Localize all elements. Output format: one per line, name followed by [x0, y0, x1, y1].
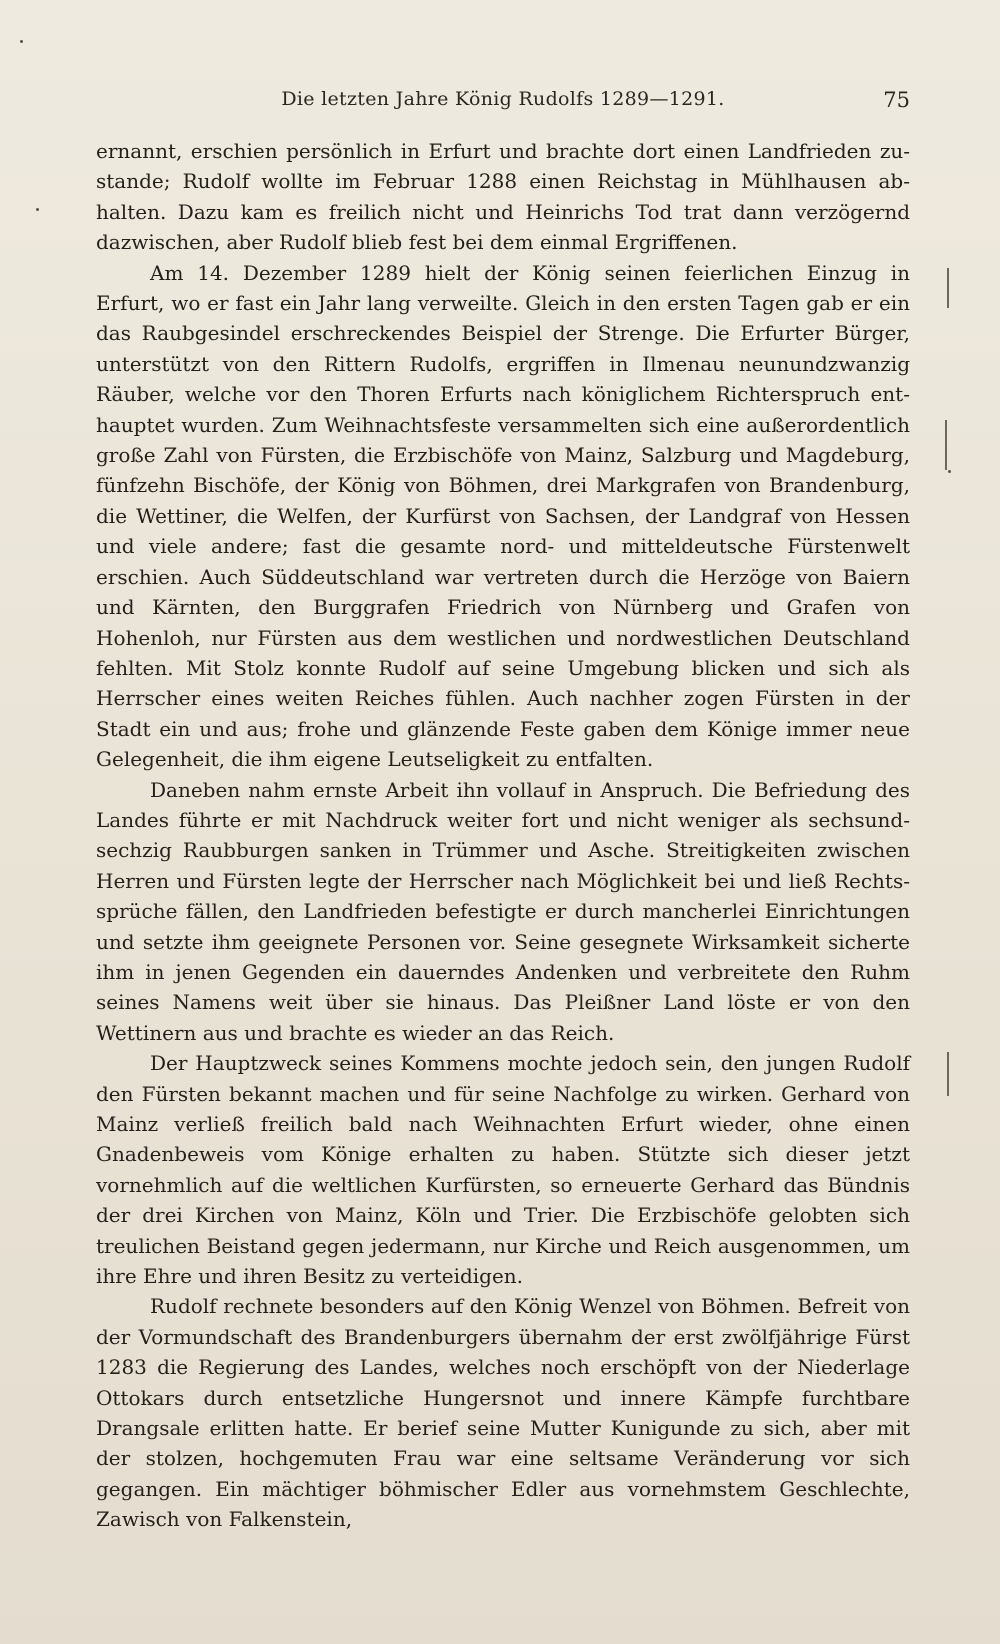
paragraph-2: Am 14. Dezember 1289 hielt der König seinen feierlichen Einzug in Erfurt, wo er fast ein Jahr lang verweilte. Gleich in den ersten Tagen gab er ein das Raubgesindel erschreckendes Beispiel der Strenge. Die Erfurter Bürger, unterstützt von den Rittern Rudolfs, ergriffen in Ilmenau neunundzwanzig Räuber, welche vor den Thoren Erfurts nach königlichem Richterspruch enthauptet wurden. Zum Weihnachtsfeste versammelten sich eine außerordentlich große Zahl von Fürsten, die Erzbischöfe von Mainz, Salzburg und Magdeburg, fünfzehn Bischöfe, der König von Böhmen, drei Markgrafen von Brandenburg, die Wettiner, die Welfen, der Kurfürst von Sachsen, der Landgraf von Hessen und viele andere; fast die gesamte nord- und mitteldeutsche Fürstenwelt erschien. Auch Süddeutschland war vertreten durch die Herzöge von Baiern und Kärnten, den Burggrafen Friedrich von Nürnberg und Grafen von Hohenloh, nur Fürsten aus dem westlichen und nordwestlichen Deutschland fehlten. Mit Stolz konnte Rudolf auf seine Umgebung blicken und sich als Herrscher eines weiten Reiches fühlen. Auch nachher zogen Fürsten in der Stadt ein und aus; frohe und glänzende Feste gaben dem Könige immer neue Gelegenheit, die ihm eigene Leutseligkeit zu entfalten. — [96, 260, 910, 772]
paper-speck — [36, 208, 39, 211]
margin-mark — [947, 1052, 949, 1096]
paper-speck — [20, 40, 23, 43]
page-number: 75 — [883, 88, 910, 112]
running-title: Die letzten Jahre König Rudolfs 1289—1291. — [281, 88, 725, 110]
margin-mark — [945, 420, 947, 470]
body-text — [96, 136, 910, 1535]
paragraph-4: Der Hauptzweck seines Kommens mochte jedoch sein, den jungen Rudolf den Fürsten bekannt machen und für seine Nachfolge zu wirken. Gerhard von Mainz verließ freilich bald nach Weihnachten Erfurt wieder, ohne einen Gnadenbeweis vom Könige erhalten zu haben. Stützte sich dieser jetzt vornehmlich auf die weltlichen Kurfürsten, so erneuerte Gerhard das Bündnis der drei Kirchen von Mainz, Köln und Trier. Die Erzbischöfe gelobten sich treulichen Beistand gegen jedermann, nur Kirche und Reich ausgenommen, um ihre Ehre und ihren Besitz zu verteidigen. — [96, 1051, 910, 1289]
paragraph-1: ernannt, erschien persönlich in Erfurt und brachte dort einen Landfrieden zustande; Rudolf wollte im Februar 1288 einen Reichstag in Mühlhausen abhalten. Dazu kam es freilich nicht und Heinrichs Tod trat dann verzögernd dazwischen, aber Rudolf blieb fest bei dem einmal Ergriffenen. — [96, 139, 910, 255]
paragraph-5: Rudolf rechnete besonders auf den König Wenzel von Böhmen. Befreit von der Vormundschaft des Brandenburgers übernahm der erst zwölfjährige Fürst 1283 die Regierung des Landes, welches noch erschöpft von der Niederlage Ottokars durch entsetzliche Hungersnot und innere Kämpfe furchtbare Drangsale erlitten hatte. Er berief seine Mutter Kunigunde zu sich, aber mit der stolzen, hochgemuten Frau war eine seltsame Veränderung vor sich gegangen. Ein mächtiger böhmischer Edler aus vornehmstem Geschlechte, Zawisch von Falkenstein, — [96, 1294, 910, 1532]
paragraph-3: Daneben nahm ernste Arbeit ihn vollauf in Anspruch. Die Befriedung des Landes führte er mit Nachdruck weiter fort und nicht weniger als sechsundsechzig Raubburgen sanken in Trümmer und Asche. Streitigkeiten zwischen Herren und Fürsten legte der Herrscher nach Möglichkeit bei und ließ Rechtssprüche fällen, den Landfrieden befestigte er durch mancherlei Einrichtungen und setzte ihm geeignete Personen vor. Seine gesegnete Wirksamkeit sicherte ihm in jenen Gegenden ein dauerndes Andenken und verbreitete den Ruhm seines Namens weit über sie hinaus. Das Pleißner Land löste er von den Wettinern aus und brachte es wieder an das Reich. — [96, 777, 910, 1045]
margin-mark — [947, 268, 949, 308]
paper-speck — [948, 470, 951, 473]
page-header — [96, 88, 910, 118]
